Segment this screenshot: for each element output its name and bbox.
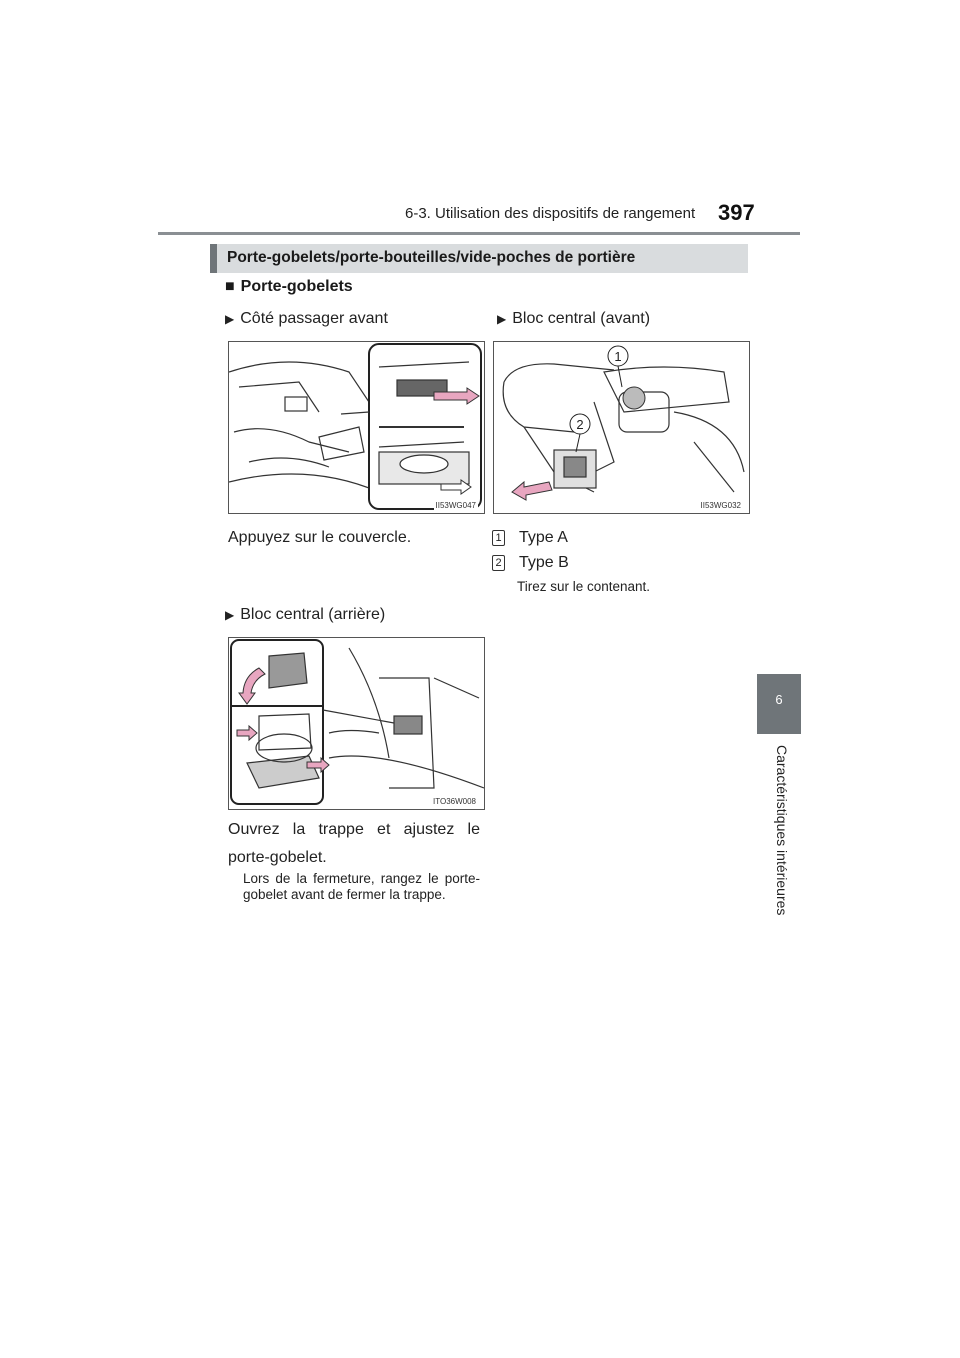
chapter-header: 6-3. Utilisation des dispositifs de rangement xyxy=(405,205,696,222)
section-title-bar xyxy=(210,244,748,273)
callout-1: 1 xyxy=(614,349,622,364)
center-front-note: Tirez sur le contenant. xyxy=(517,579,651,594)
page-number: 397 xyxy=(718,200,755,225)
center-rear-illustration xyxy=(228,637,485,810)
item-center-rear-label: ▶ Bloc central (arrière) xyxy=(225,606,386,623)
number-box: 1 xyxy=(492,530,505,546)
header-divider xyxy=(158,232,800,235)
item-front-passenger-label: ▶ Côté passager avant xyxy=(225,310,388,327)
chapter-tab-label: Caractéristiques intérieures xyxy=(774,745,790,916)
center-rear-note: Lors de la fermeture, rangez le porte-gobelet avant de fermer la trappe. xyxy=(243,871,480,902)
chapter-tab xyxy=(757,674,801,734)
center-rear-caption: Ouvrez la trappe et ajustez le porte-gobelet. xyxy=(228,821,480,866)
chapter-tab-number: 6 xyxy=(775,692,783,707)
triangle-right-icon: ▶ xyxy=(225,608,235,622)
center-front-illustration xyxy=(493,341,750,514)
type-a-line: 1 Type A xyxy=(492,524,568,552)
type-b-line: 2 Type B xyxy=(492,549,569,577)
image-code: II53WG047 xyxy=(435,501,476,510)
square-bullet-icon: ■ xyxy=(225,278,235,295)
subheading-text: Porte-gobelets xyxy=(240,278,353,295)
item-center-front-label: ▶ Bloc central (avant) xyxy=(497,310,651,327)
image-code: II53WG032 xyxy=(700,501,741,510)
section-title: Porte-gobelets/porte-bouteilles/vide-poches de portière xyxy=(227,249,636,266)
front-passenger-illustration xyxy=(228,341,485,514)
image-code: ITO36W008 xyxy=(433,797,476,806)
triangle-right-icon: ▶ xyxy=(497,312,507,326)
triangle-right-icon: ▶ xyxy=(225,312,235,326)
front-passenger-caption: Appuyez sur le couvercle. xyxy=(228,529,412,546)
number-box: 2 xyxy=(492,555,505,571)
callout-2: 2 xyxy=(576,417,584,432)
subheading xyxy=(225,278,353,296)
